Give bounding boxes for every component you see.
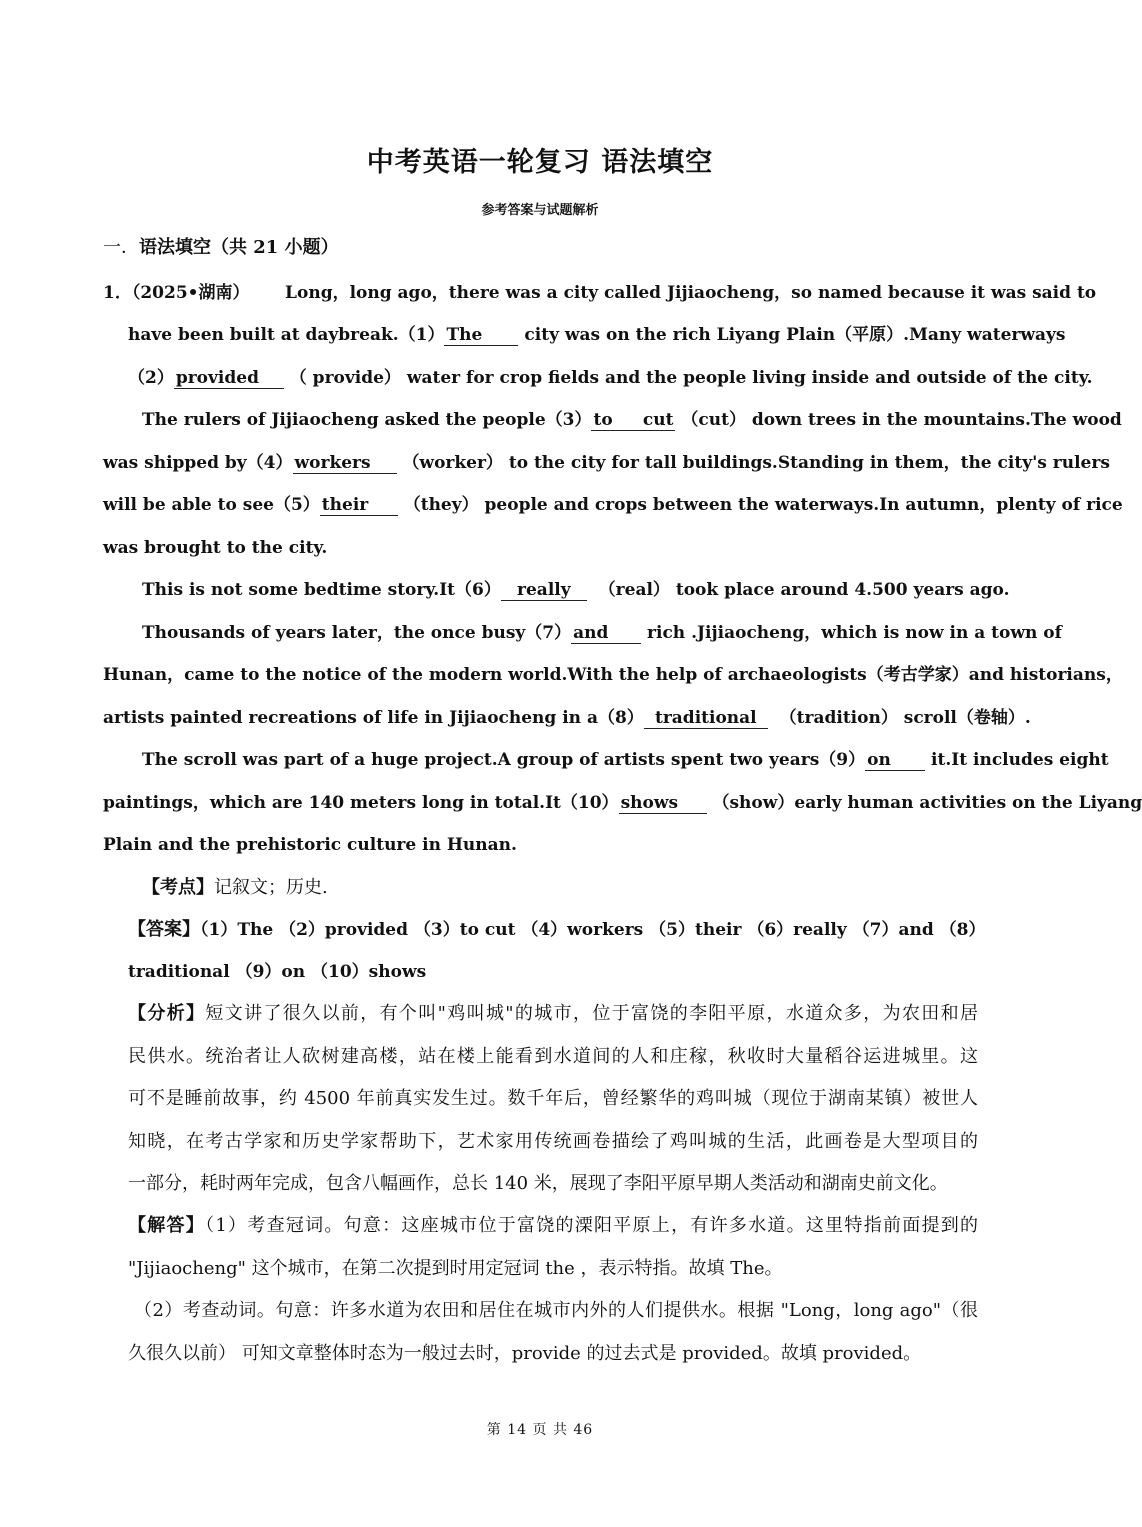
question-line-5 xyxy=(103,451,1110,475)
analysis-line-5: 一部分，耗时两年完成，包含八幅画作，总长 140 米，展现了李阳平原早期人类活动和湖南史前文化。 xyxy=(128,1173,948,1194)
passage-text: rich .Jijiaocheng，which is now in a town of xyxy=(647,623,1062,643)
question-number: 1． xyxy=(103,283,132,303)
solution-line-1 xyxy=(128,1214,978,1238)
question-line-1 xyxy=(103,281,1097,305)
passage-text: was shipped by（4） xyxy=(103,453,293,473)
passage-text: （tradition） scroll（卷轴）. xyxy=(779,708,1031,728)
passage-text: city was on the rich Liyang Plain（平原）.Many waterways xyxy=(524,325,1066,345)
passage-text: artists painted recreations of life in Jijiaocheng in a（8） xyxy=(103,708,644,728)
question-line-11 xyxy=(103,706,1031,730)
answer-blank-8: traditional xyxy=(644,708,768,729)
section-number: 一． xyxy=(103,237,139,258)
analysis-line-4: 知晓，在考古学家和历史学家帮助下，艺术家用传统画卷描绘了鸡叫城的生活，此画卷是大型项目的 xyxy=(128,1131,978,1152)
passage-text: （2） xyxy=(128,368,174,388)
page-title: 中考英语一轮复习 语法填空 xyxy=(366,147,714,178)
question-line-8 xyxy=(142,578,1010,602)
kaodian-label: 【考点】 xyxy=(142,877,214,898)
passage-text: （real） took place around 4.500 years ago. xyxy=(598,580,1010,600)
answer-blank-10: shows xyxy=(619,793,707,814)
answer-blank-7: and xyxy=(571,623,641,644)
solution-line-4: 久很久以前） 可知文章整体时态为一般过去时，provide 的过去式是 provided。故填 provided。 xyxy=(128,1343,922,1364)
question-source: （2025•湖南） xyxy=(131,283,250,303)
passage-text: （worker） to the city for tall buildings.Standing in them，the city's rulers xyxy=(402,453,1110,473)
solution-text: （1）考查冠词。句意：这座城市位于富饶的溧阳平原上，有许多水道。这里特指前面提到的 xyxy=(205,1215,979,1236)
analysis-line-1 xyxy=(128,1002,978,1026)
passage-text: This is not some bedtime story.It（6） xyxy=(142,580,501,600)
page-footer: 第 14 页 共 46 xyxy=(486,1422,594,1438)
passage-text: （ provide） water for crop fields and the people living inside and outside of the city. xyxy=(289,368,1093,388)
solution-line-3: （2）考查动词。句意：许多水道为农田和居住在城市内外的人们提供水。根据 "Long，long ago"（很 xyxy=(134,1300,978,1321)
question-line-14: Plain and the prehistoric culture in Hunan. xyxy=(103,835,517,855)
analysis-line-3: 可不是睡前故事，约 4500 年前真实发生过。数千年后，曾经繁华的鸡叫城（现位于湖南某镇）被世人 xyxy=(128,1088,978,1109)
passage-text: Thousands of years later，the once busy（7） xyxy=(142,623,572,643)
passage-text: The rulers of Jijiaocheng asked the people（3） xyxy=(142,410,592,430)
question-line-2 xyxy=(128,323,1066,347)
passage-text: （show）early human activities on the Liyang xyxy=(712,793,1142,813)
passage-text: Long，long ago，there was a city called Jijiaocheng，so named because it was said to xyxy=(285,283,1097,303)
answer-blank-4: workers xyxy=(293,453,397,474)
question-line-7: was brought to the city. xyxy=(103,538,328,558)
passage-text: （cut） down trees in the mountains.The wood xyxy=(681,410,1122,430)
passage-text: it.It includes eight xyxy=(931,750,1109,770)
question-line-6 xyxy=(103,493,1123,517)
answer-blank-1: The xyxy=(444,325,518,346)
passage-text: （they） people and crops between the waterways.In autumn，plenty of rice xyxy=(403,495,1123,515)
kaodian-line xyxy=(142,876,978,900)
answer-line-2: traditional （9）on （10）shows xyxy=(128,962,427,982)
question-line-10: Hunan，came to the notice of the modern world.With the help of archaeologists（考古学家）and historians， xyxy=(103,665,1123,685)
page-subtitle: 参考答案与试题解析 xyxy=(481,203,599,218)
answer-blank-2: provided xyxy=(174,368,284,389)
answer-blank-9: on xyxy=(865,750,925,771)
passage-text: paintings，which are 140 meters long in total.It（10） xyxy=(103,793,619,813)
section-label: 语法填空（共 21 小题） xyxy=(139,237,339,258)
kaodian-text: 记叙文；历史. xyxy=(214,877,328,898)
analysis-line-2: 民供水。统治者让人砍树建高楼，站在楼上能看到水道间的人和庄稼，秋收时大量稻谷运进城里。这 xyxy=(128,1046,978,1067)
answer-blank-3: to cut xyxy=(593,410,674,430)
passage-text: have been built at daybreak.（1） xyxy=(128,325,445,345)
answer-label: 【答案】 xyxy=(128,919,200,940)
answer-line-1 xyxy=(128,918,986,942)
question-line-3 xyxy=(128,366,1093,390)
solution-label: 【解答】 xyxy=(128,1215,206,1236)
answer-text: （1）The （2）provided （3）to cut （4）workers （5）their （6）really （7）and （8） xyxy=(200,920,986,940)
question-line-9 xyxy=(142,621,1062,645)
question-line-4 xyxy=(142,408,1122,432)
passage-text: will be able to see（5） xyxy=(103,495,320,515)
answer-blank-6: really xyxy=(501,580,587,601)
question-line-12 xyxy=(142,748,1109,772)
solution-line-2: "Jijiaocheng" 这个城市，在第二次提到时用定冠词 the ，表示特指。故填 The。 xyxy=(128,1258,783,1279)
analysis-text: 短文讲了很久以前，有个叫"鸡叫城"的城市，位于富饶的李阳平原，水道众多，为农田和居 xyxy=(205,1003,978,1024)
section-heading xyxy=(103,236,978,260)
question-line-13 xyxy=(103,791,1142,815)
passage-text: The scroll was part of a huge project.A group of artists spent two years（9） xyxy=(142,750,866,770)
answer-blank-5: their xyxy=(320,495,398,516)
analysis-label: 【分析】 xyxy=(128,1003,206,1024)
